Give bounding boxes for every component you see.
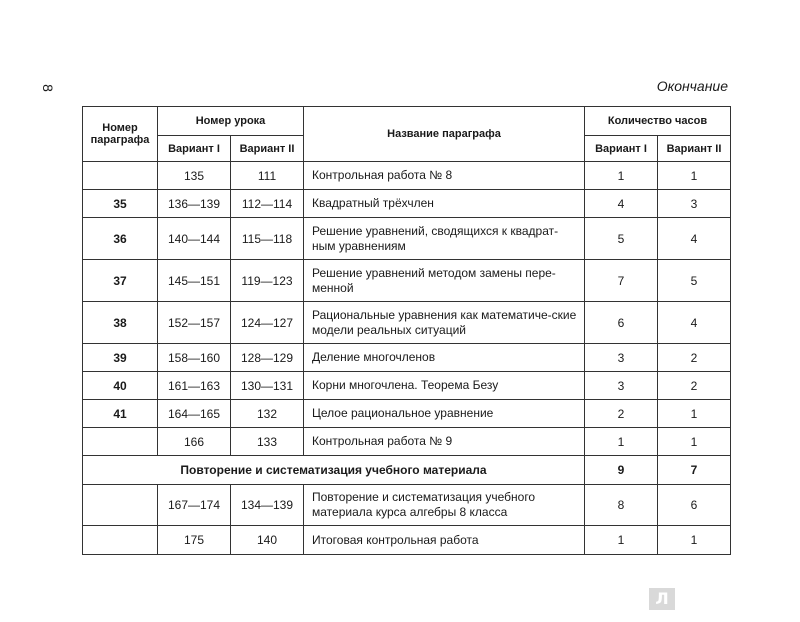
paragraph-name: Квадратный трёхчлен	[304, 190, 585, 218]
lesson-variant-2: 134—139	[231, 485, 304, 526]
hours-variant-2: 2	[658, 344, 731, 372]
paragraph-number: 36	[83, 218, 158, 260]
page-number: 8	[39, 84, 56, 92]
hours-variant-1: 7	[585, 260, 658, 302]
lesson-variant-1: 161—163	[158, 372, 231, 400]
lesson-variant-1: 167—174	[158, 485, 231, 526]
paragraph-name: Деление многочленов	[304, 344, 585, 372]
publisher-logo: Л	[649, 588, 675, 610]
hours-variant-1: 3	[585, 344, 658, 372]
hours-variant-1: 2	[585, 400, 658, 428]
lesson-variant-1: 164—165	[158, 400, 231, 428]
lesson-variant-2: 133	[231, 428, 304, 456]
paragraph-name: Рациональные уравнения как математиче-ские модели реальных ситуаций	[304, 302, 585, 344]
section-hours-variant-1: 9	[585, 456, 658, 485]
paragraph-number: 41	[83, 400, 158, 428]
paragraph-number	[83, 526, 158, 555]
paragraph-number	[83, 162, 158, 190]
hours-variant-1: 6	[585, 302, 658, 344]
lesson-variant-1: 140—144	[158, 218, 231, 260]
lesson-variant-2: 115—118	[231, 218, 304, 260]
hours-variant-2: 1	[658, 526, 731, 555]
table-row	[83, 162, 731, 190]
hours-variant-2: 6	[658, 485, 731, 526]
paragraph-number: 38	[83, 302, 158, 344]
section-title: Повторение и систематизация учебного материала	[83, 456, 585, 485]
paragraph-name: Контрольная работа № 8	[304, 162, 585, 190]
lesson-variant-2: 124—127	[231, 302, 304, 344]
hours-variant-2: 1	[658, 428, 731, 456]
paragraph-name: Корни многочлена. Теорема Безу	[304, 372, 585, 400]
paragraph-name: Контрольная работа № 9	[304, 428, 585, 456]
continuation-label: Окончание	[656, 78, 728, 94]
lesson-variant-2: 128—129	[231, 344, 304, 372]
lesson-variant-1: 136—139	[158, 190, 231, 218]
paragraph-number: 35	[83, 190, 158, 218]
hours-variant-2: 4	[658, 218, 731, 260]
header-paragraph-name: Название параграфа	[304, 107, 585, 162]
lesson-variant-1: 135	[158, 162, 231, 190]
paragraph-name: Итоговая контрольная работа	[304, 526, 585, 555]
header-variant-2: Вариант II	[231, 136, 304, 162]
lesson-variant-1: 158—160	[158, 344, 231, 372]
table-row	[83, 260, 731, 302]
hours-variant-1: 8	[585, 485, 658, 526]
table-row	[83, 302, 731, 344]
hours-variant-2: 1	[658, 400, 731, 428]
hours-variant-2: 4	[658, 302, 731, 344]
header-hours: Количество часов	[585, 107, 731, 136]
paragraph-name: Решение уравнений, сводящихся к квадрат-ным уравнениям	[304, 218, 585, 260]
header-lesson-number: Номер урока	[158, 107, 304, 136]
table-row	[83, 526, 731, 555]
table-row	[83, 428, 731, 456]
hours-variant-1: 1	[585, 162, 658, 190]
hours-variant-2: 2	[658, 372, 731, 400]
table-row	[83, 218, 731, 260]
paragraph-number: 40	[83, 372, 158, 400]
lesson-variant-2: 119—123	[231, 260, 304, 302]
hours-variant-1: 1	[585, 526, 658, 555]
lesson-variant-2: 140	[231, 526, 304, 555]
hours-variant-1: 4	[585, 190, 658, 218]
hours-variant-2: 3	[658, 190, 731, 218]
lesson-variant-2: 130—131	[231, 372, 304, 400]
table-row	[83, 485, 731, 526]
header-hours-variant-1: Вариант I	[585, 136, 658, 162]
table-row	[83, 372, 731, 400]
paragraph-name: Повторение и систематизация учебного материала курса алгебры 8 класса	[304, 485, 585, 526]
section-row	[83, 456, 731, 485]
section-hours-variant-2: 7	[658, 456, 731, 485]
table-row	[83, 344, 731, 372]
hours-variant-2: 5	[658, 260, 731, 302]
header-paragraph-number: Номер параграфа	[83, 107, 158, 162]
hours-variant-1: 3	[585, 372, 658, 400]
hours-variant-1: 1	[585, 428, 658, 456]
header-variant-1: Вариант I	[158, 136, 231, 162]
paragraph-number	[83, 428, 158, 456]
lesson-schedule-table	[82, 106, 731, 555]
lesson-variant-1: 166	[158, 428, 231, 456]
lesson-variant-1: 175	[158, 526, 231, 555]
lesson-variant-1: 145—151	[158, 260, 231, 302]
paragraph-number: 37	[83, 260, 158, 302]
paragraph-number	[83, 485, 158, 526]
header-hours-variant-2: Вариант II	[658, 136, 731, 162]
lesson-variant-2: 111	[231, 162, 304, 190]
paragraph-number: 39	[83, 344, 158, 372]
paragraph-name: Решение уравнений методом замены пере-менной	[304, 260, 585, 302]
table-row	[83, 400, 731, 428]
lesson-variant-1: 152—157	[158, 302, 231, 344]
table-row	[83, 190, 731, 218]
hours-variant-2: 1	[658, 162, 731, 190]
hours-variant-1: 5	[585, 218, 658, 260]
lesson-variant-2: 112—114	[231, 190, 304, 218]
paragraph-name: Целое рациональное уравнение	[304, 400, 585, 428]
lesson-variant-2: 132	[231, 400, 304, 428]
